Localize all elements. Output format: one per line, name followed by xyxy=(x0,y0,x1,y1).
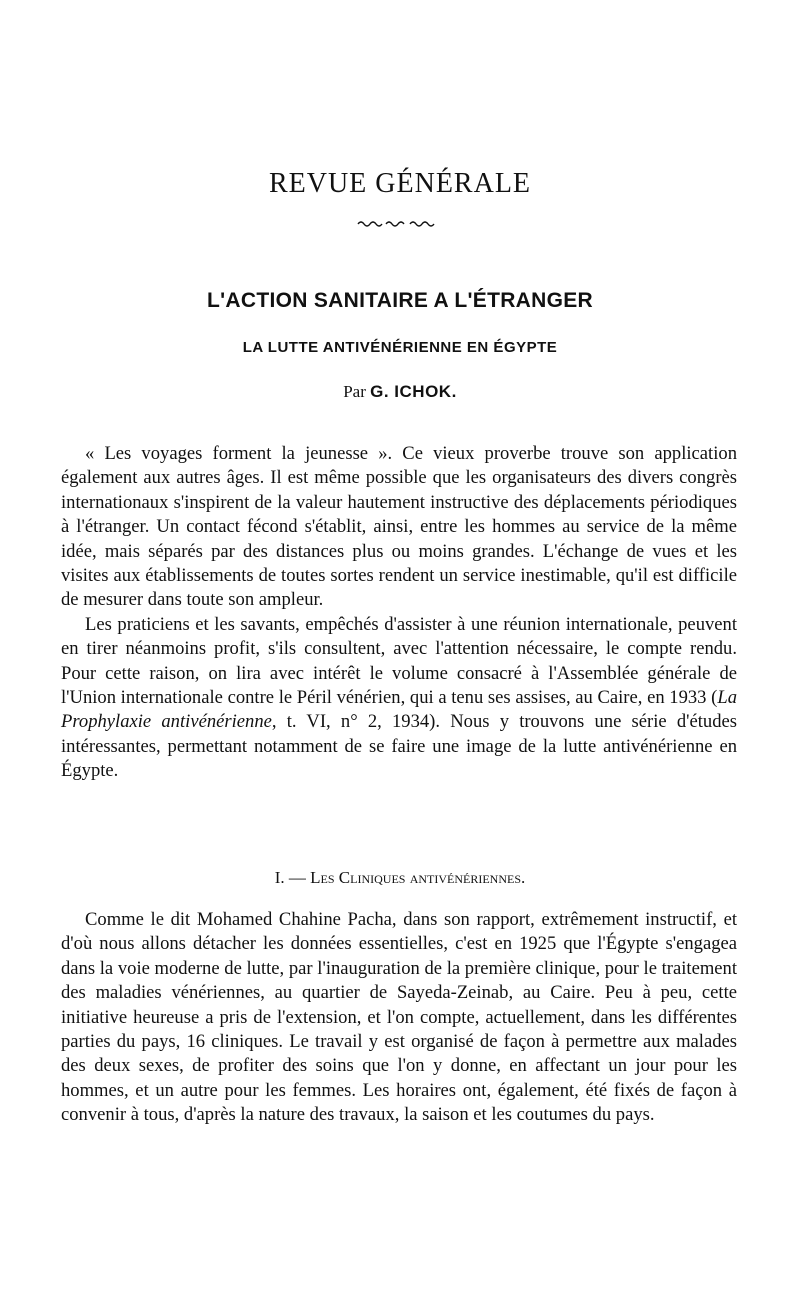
paragraph: « Les voyages forment la jeunesse ». Ce vieux proverbe trouve son application également aux autres âges. Il est même possible que les organisateurs des divers congrès internationaux s'inspirent de la valeur hautement instructive des déplacements périodiques à l'étranger. Un contact fécond s'établit, ainsi, entre les hommes au service de la même idée, mais séparés par des distances plus ou moins grandes. L'échange de vues et les visites aux établissements de toutes sortes rendent un service inestimable, qu'il est difficile de mesurer dans toute son ampleur. xyxy=(61,443,737,611)
journal-title: La Prophylaxie antivénérienne xyxy=(61,687,737,733)
section-title: REVUE GÉNÉRALE xyxy=(268,168,532,199)
article-subtitle: LA LUTTE ANTIVÉNÉRIENNE EN ÉGYPTE xyxy=(242,339,558,356)
section-number: I. — xyxy=(274,868,306,887)
intro-text xyxy=(61,442,737,784)
paragraph-text: Les praticiens et les savants, empêchés d'assister à une réunion internationale, peuvent en tirer néanmoins profit, s'ils consultent, avec l'attention nécessaire, le compte rendu. Pour cette raison, on lira avec intérêt le volume consacré à l'Assemblée générale de l'Union internationale contre le Péril vénérien, qui a tenu ses assises, au Caire, en 1933 ( xyxy=(61,613,737,709)
author-line xyxy=(0,382,800,402)
article-title: L'ACTION SANITAIRE A L'ÉTRANGER xyxy=(207,289,593,312)
paragraph-text: , t. VI, n° 2, 1934). Nous y trouvons une série d'études intéressantes, permettant notamment de se faire une image de la lutte antivénérienne en Égypte. xyxy=(61,711,737,782)
author-prefix: Par xyxy=(343,382,366,401)
paragraph: Comme le dit Mohamed Chahine Pacha, dans son rapport, extrêmement instructif, et d'où nous allons détacher les données essentielles, c'est en 1925 que l'Égypte s'engagea dans la voie moderne de lutte, par l'inauguration de la première clinique, pour le traitement des maladies vénériennes, au quartier de Sayeda-Zeinab, au Caire. Peu à peu, cette initiative heureuse a pris de l'extension, et l'on compte, actuellement, dans les différentes parties du pays, 16 cliniques. Le travail y est organisé de façon à permettre aux malades des deux sexes, de profiter des soins que l'on y donne, en affectant un jour pour les hommes, et un autre pour les femmes. Les horaires ont, également, été fixés de façon à convenir à tous, d'après la nature des travaux, la saison et les coutumes du pays. xyxy=(61,909,737,1126)
author-name: G. ICHOK. xyxy=(370,382,457,401)
section-heading-title: Les Cliniques antivénériennes. xyxy=(310,868,526,887)
section-text xyxy=(61,908,737,1128)
ornament-divider xyxy=(356,218,436,230)
paragraph xyxy=(61,613,737,784)
section-heading xyxy=(0,868,800,888)
